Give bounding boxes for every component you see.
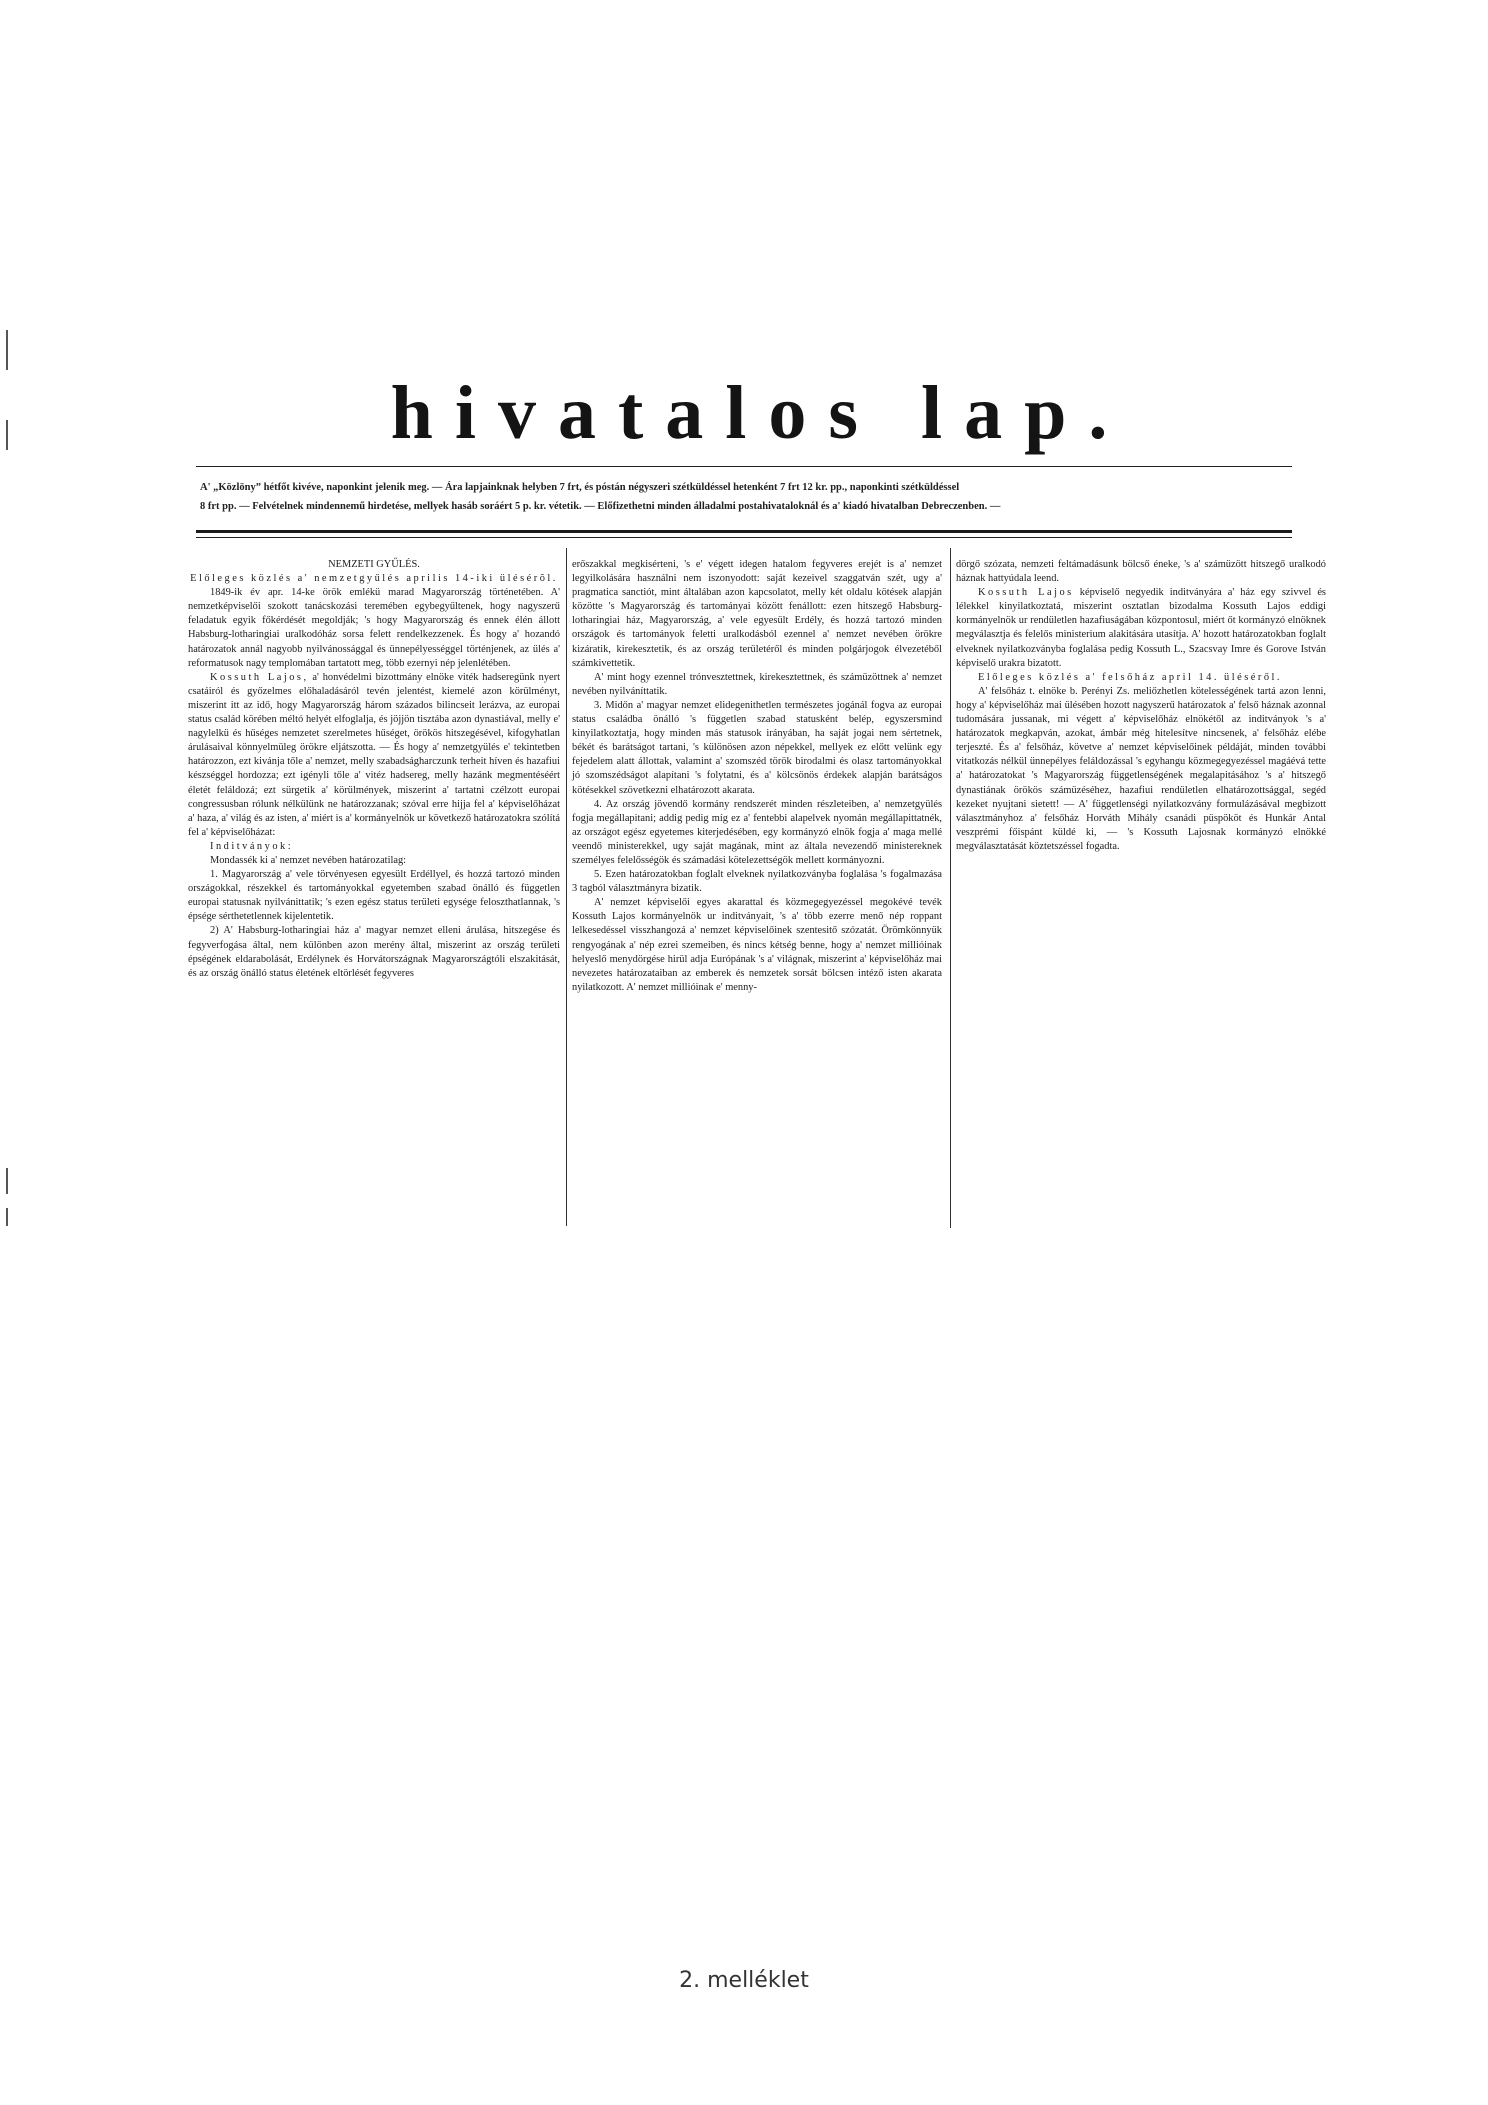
header-rule-thick	[196, 530, 1292, 533]
article-subtitle: Előleges közlés a' felsőház april 14. üléséről.	[978, 671, 1283, 683]
motions-label: Inditványok:	[210, 840, 294, 852]
subscription-notice	[200, 478, 1290, 516]
motion-item: 1. Magyarország a' vele törvényesen egyesült Erdéllyel, és hozzá tartozó minden országokkal, részekkel és tartományokkal egyetemben szabad önálló és független europai statusnak nyilvánittatik; 's ezen egész status területi egysége feloszthatlannak, 's épsége sérthetetlennek kijelentetik.	[188, 869, 560, 923]
column-separator	[566, 548, 567, 1226]
article-subtitle: Előleges közlés a' nemzetgyűlés aprilis 14-iki ülésérõl.	[190, 573, 558, 585]
column-3	[956, 558, 1326, 854]
masthead-rule	[196, 466, 1292, 467]
motion-item: 2) A' Habsburg-lotharingiai ház a' magyar nemzet elleni árulása, hitszegése és fegyverfogása által, nem különben azon merény által, miszerint az ország területi épségének eldarabolását, Erdélynek és Horvátországnak Magyarországtóli elszakitását, és az ország önálló status életének eltörlését fegyveres	[188, 925, 560, 979]
binding-mark	[6, 330, 8, 370]
motion-item: 3. Midőn a' magyar nemzet elidegenithetlen természetes jogánál fogva az europai status családba önálló 's független szabad statusként belép, egyszersmind kinyilatkoztatja, hogy minden más statusok irányában, ha saját jogai nem sértetnek, békét és barátságot tartani, 's különösen azon népekkel, mellyek ez előtt velünk egy fejedelem alatt állottak, valamint a' szomszéd török birodalmi és olasz tartományokkal jó szomszédságot alapítani 's folytatni, és a' kölcsönös érdekek alapján barátságos kötésekkel szövetkezni elhatározott akarata.	[572, 699, 942, 796]
masthead-title: hivatalos lap.	[390, 371, 1130, 455]
header-rule-thin	[196, 537, 1292, 538]
paragraph: A' nemzet képviselői egyes akarattal és közmegegyezéssel megokévé tevék Kossuth Lajos kormányelnök ur inditványait, 's a' több ezerre menő nép roppant lelkesedéssel visszhangozá a' nemzet képviselőinek szentesitő szózatát. Örömkönnyük rengyogának a' nép ezrei szemeiben, és nincs kétség benne, hogy a' nemzet millióinak helyeslő menydörgése hirül adja Európának 's a' világnak, miszerint a' képviselőház mai nevezetes határozataiban az emberek és nemzetek sorsát bölcsen intéző isten akarata nyilatkozott. A' nemzet millióinak e' menny-	[572, 897, 942, 993]
subscription-line-1: A' „Közlöny” hétfőt kivéve, naponkint jelenik meg. — Ára lapjainknak helyben 7 frt, és póstán négyszeri szétküldéssel hetenként 7 frt 12 kr. pp., naponkinti szétküldéssel	[200, 482, 960, 493]
paragraph: képviselő negyedik inditványára a' ház egy szivvel és lélekkel kinyilatkoztatá, miszerint osztatlan bizodalma Kossuth Lajos eddigi kormányelnök ur rendületlen hazafiuságában központosul, miért őt kormányzó elnöknek megválasztja és felelős ministerium alakitására utasítja. A' hozott határozatokban foglalt elveknek nyilatkozványba foglalása pedig Kossuth L., Szacsvay Imre és Gorove István képviselő urakra bizatott.	[956, 587, 1326, 669]
binding-mark	[6, 420, 8, 450]
section-title: NEMZETI GYŰLÉS.	[328, 559, 420, 570]
paragraph: Mondassék ki a' nemzet nevében határozatilag:	[210, 854, 407, 866]
paragraph: erőszakkal megkisérteni, 's e' végett idegen hatalom fegyveres erejét is a' nemzet legyilkolására használni nem iszonyodott: saját kezeivel szaggatván szét, ugy a' pragmatica sanctiót, mint általában azon kapcsolatot, melly két oldalu kötések alapján közötte 's Magyarország és tartományai között fenállott: ezen hitszegő Habsburg-lotharingiai ház, Magyarország, a' vele egyesült Erdély, és hozzá tartozó minden országok és tartományok feletti uralkodásból ezennel a' nemzet nevében örökre kizáratik, kirekesztetik, és az ország területéről és minden polgárjogok élvezetéből számkivettetik.	[572, 559, 942, 669]
column-1	[188, 558, 560, 981]
motion-item: 5. Ezen határozatokban foglalt elveknek nyilatkozványba foglalása 's fogalmazása 3 tagból választmányra bizatik.	[572, 869, 942, 895]
paragraph: A' mint hogy ezennel trónvesztettnek, kirekesztettnek, és számüzöttnek a' nemzet nevében nyilváníttatik.	[572, 671, 942, 697]
paragraph: A' felsőház t. elnöke b. Perényi Zs. meliőzhetlen kötelességének tartá azon lenni, hogy a' képviselőház mai ülésében hozott nagyszerű határozatok a' felső háznak azonnal tudomására jussanak, mi végett a' képviselőház elnökétől az inditványok 's a' határozatok megkapván, azokat, ámbár még hitelesítve nincsenek, a' felsőház elébe terjeszté. És a' felsőház, követve a' nemzet képviselőinek példáját, minden további vitatkozás nélkül ünnepélyes feláldozással 's egyhangu közmegegyezéssel magáévá tette a' határozatokat 's Magyarország függetlenségének megalapitásához 's a' hitszegő dynastiának örökös számüzéséhez, hazafiui rendületlen elhatározottsággal, segéd kezeket nyujtani sietett! — A' függetlenségi nyilatkozvány formulázásával megbizott választmányhoz a' felsőház Horváth Mihály csanádi püspököt és Hunkár Antal veszprémi főispánt küldé ki, — 's Kossuth Lajosnak kormányzó elnökké megválasztatását köztetszéssel fogadta.	[956, 685, 1326, 852]
paragraph: a' honvédelmi bizottmány elnöke viték hadseregünk nyert csatáiról és győzelmes előhaladásáról tevén jelentést, kiemelé azon körülményt, miszerint itt az idő, hogy Magyarország három százados bilincseit lerázva, az europai status család körében méltó helyét elfoglalja, és jöjjön tisztába azon dynastiával, melly e' nagylelkü és hűséges nemzetet szerelmetes hűséget, örökös hitszegésével, kifogyhatlan árulásaival könnyelmüleg örökre eljátszotta. — És hogy a' nemzetgyülés e' tekintetben határozzon, ezt kivánja tőle a' nemzet, melly szabadságharczunk terheit híven és hazafiui készséggel hordozza; ezt igényli tőle a' vitéz hadsereg, melly hazánk megmentéséért életét feláldozá; ezt sürgetik a' körülmények, miszerint a' tartatni czélzott europai congressusban rólunk nélkülünk ne határozzanak; szóval erre hijja fel a' képviselőházat a' haza, a' világ és az isten, a' miért is a' kormányelnök ur következő határozatokra szólítá fel a' képviselőházat:	[188, 671, 560, 838]
paragraph: 1849-ik év apr. 14-ke örök emlékü marad Magyarország történetében. A' nemzetképviselői szokott tanácskozási teremében egybegyűltenek, hogy nagyszerű feladatuk egyik főkérdését megoldják; 's hogy Magyarország és ennek élén állott Habsburg-lotharingiai uralkodóház sorsa felett rendelkezzenek. És hogy a' hozandó határozatok annál nagyobb nyilvánossággal és ünnepélyességgel történjenek, az ülés a' reformatusok nagy templomában tartatott meg, több ezernyi nép jelenlétében.	[188, 587, 560, 669]
column-separator	[950, 548, 951, 1228]
binding-mark	[6, 1168, 8, 1194]
person-name: Kossuth Lajos	[978, 587, 1074, 599]
person-name: Kossuth Lajos,	[210, 671, 309, 683]
appendix-label: 2. melléklet	[679, 1968, 809, 1993]
motion-item: 4. Az ország jövendő kormány rendszerét minden részleteiben, a' nemzetgyülés fogja megállapitani; addig pedig míg ez a' fentebbi alapelvek nyomán megállapittatnék, az országot egész egyetemes kiterjedésében, egy kormányzó elnök fogja a' maga mellé veendő ministerekkel, ugy saját magának, mint az általa nevezendő ministereknek személyes felelősségök és számadási kötelezettségök mellett kormányozni.	[572, 798, 942, 866]
paragraph: dörgő szózata, nemzeti feltámadásunk bölcső éneke, 's a' számüzött hitszegő uralkodó háznak hattyúdala leend.	[956, 559, 1326, 585]
binding-mark	[6, 1208, 8, 1226]
column-2	[572, 558, 942, 995]
subscription-line-2: 8 frt pp. — Felvételnek mindennemű hirdetése, mellyek hasáb soráért 5 p. kr. vétetik. — Előfizethetni minden álladalmi postahivataloknál és a' kiadó hivatalban Debreczenben. —	[200, 501, 1001, 512]
